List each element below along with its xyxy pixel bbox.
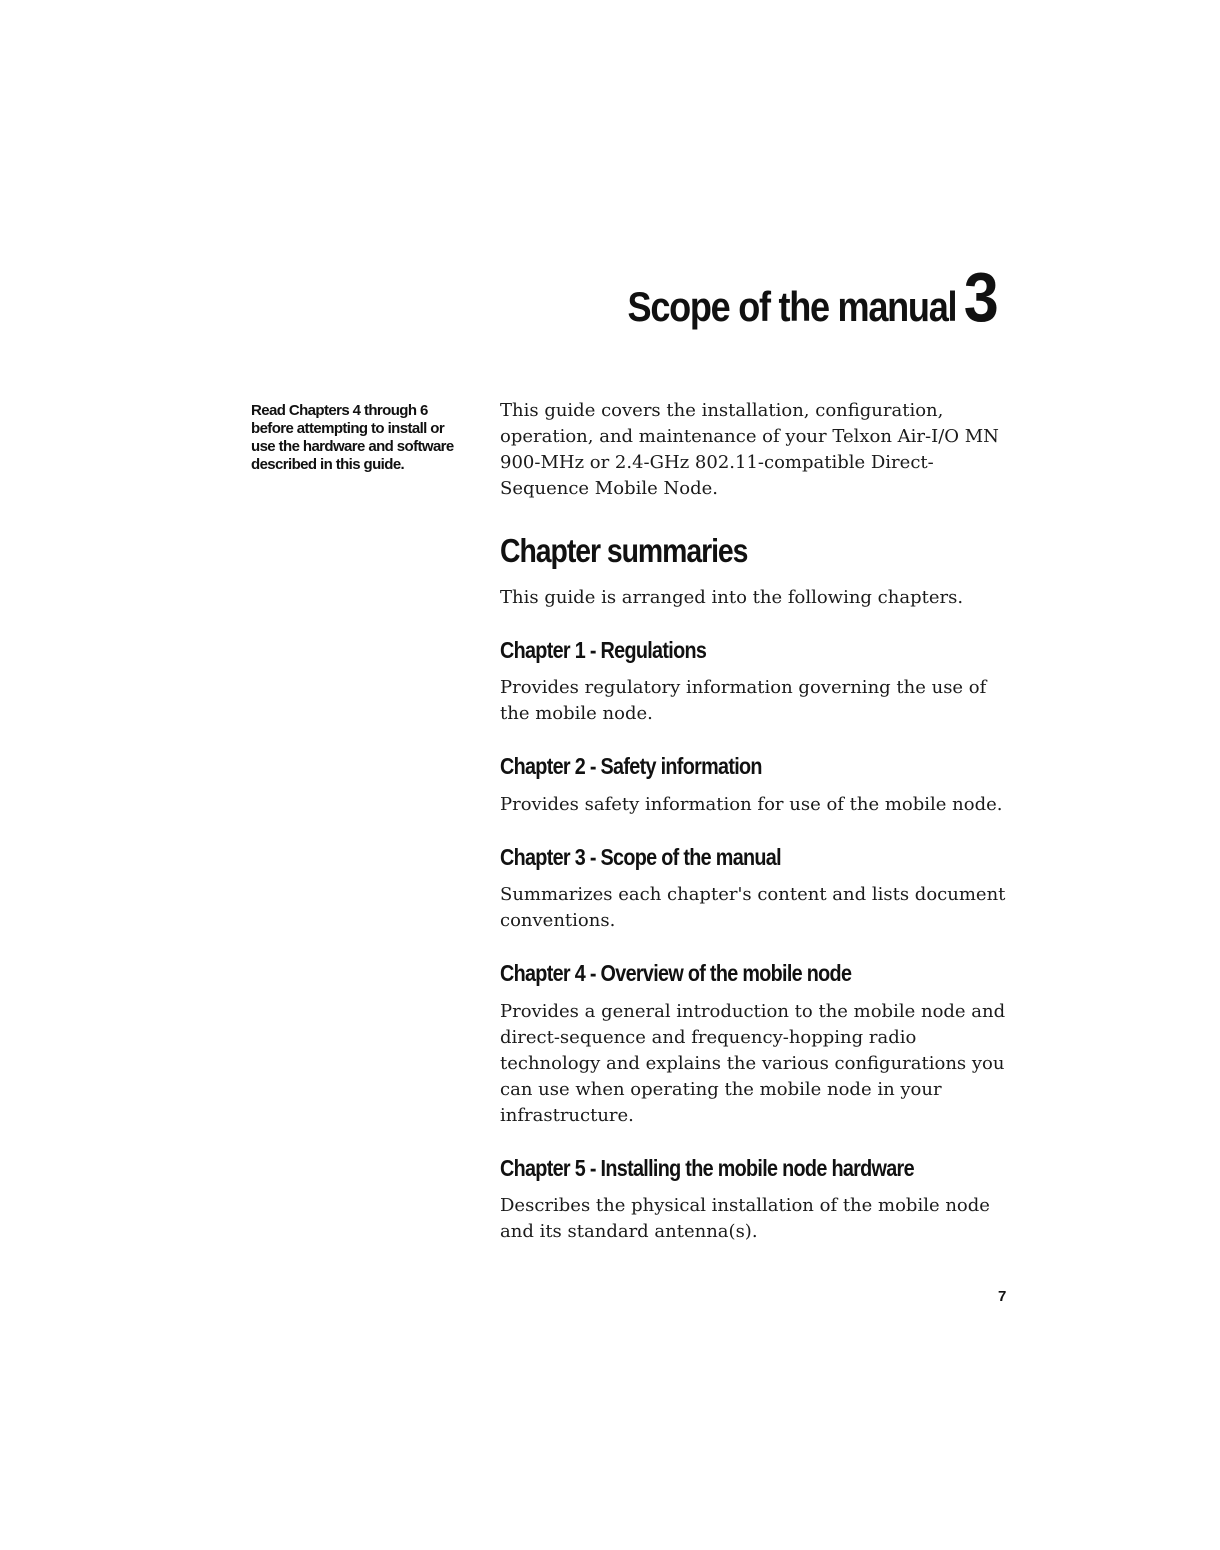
chapter-description: Summarizes each chapter's content and lists document conventions. [500,884,1006,932]
chapter-heading: Chapter 4 - Overview of the mobile node [500,960,852,987]
chapter-entry-4 [500,934,1010,1128]
chapter-list [500,611,1010,1245]
chapter-entry-3 [500,818,1010,934]
page-title: Scope of the manual [627,283,957,330]
chapter-heading: Chapter 1 - Regulations [500,636,707,663]
chapter-entry-5 [500,1129,1010,1245]
intro-paragraph: This guide covers the installation, configuration, operation, and maintenance of your Telxon Air-I/O MN 900-MHz or 2.4-GHz 802.11-compatible Direct-Sequence Mobile Node. [500,400,999,499]
section-heading: Chapter summaries [500,532,748,569]
chapter-heading: Chapter 2 - Safety information [500,753,762,780]
chapter-description: Provides a general introduction to the mobile node and direct-sequence and frequency-hopping radio technology and explains the various configurations you can use when operating the mobile node in your infrastructure. [500,1000,1006,1126]
chapter-description: Describes the physical installation of the mobile node and its standard antenna(s). [500,1195,990,1243]
main-content [500,398,1010,1245]
page-number: 7 [998,1288,1007,1305]
chapter-description: Provides safety information for use of the mobile node. [500,793,1003,815]
chapter-heading: Chapter 5 - Installing the mobile node hardware [500,1154,914,1181]
chapter-description: Provides regulatory information governing the use of the mobile node. [500,677,987,725]
chapter-title [574,258,998,336]
chapter-entry-2 [500,727,1010,817]
chapter-heading: Chapter 3 - Scope of the manual [500,843,781,870]
chapter-entry-1 [500,611,1010,727]
margin-note: Read Chapters 4 through 6 before attempting to install or use the hardware and software described in this guide. [251,402,454,473]
section-lead: This guide is arranged into the following chapters. [500,586,964,608]
chapter-number: 3 [963,258,998,336]
